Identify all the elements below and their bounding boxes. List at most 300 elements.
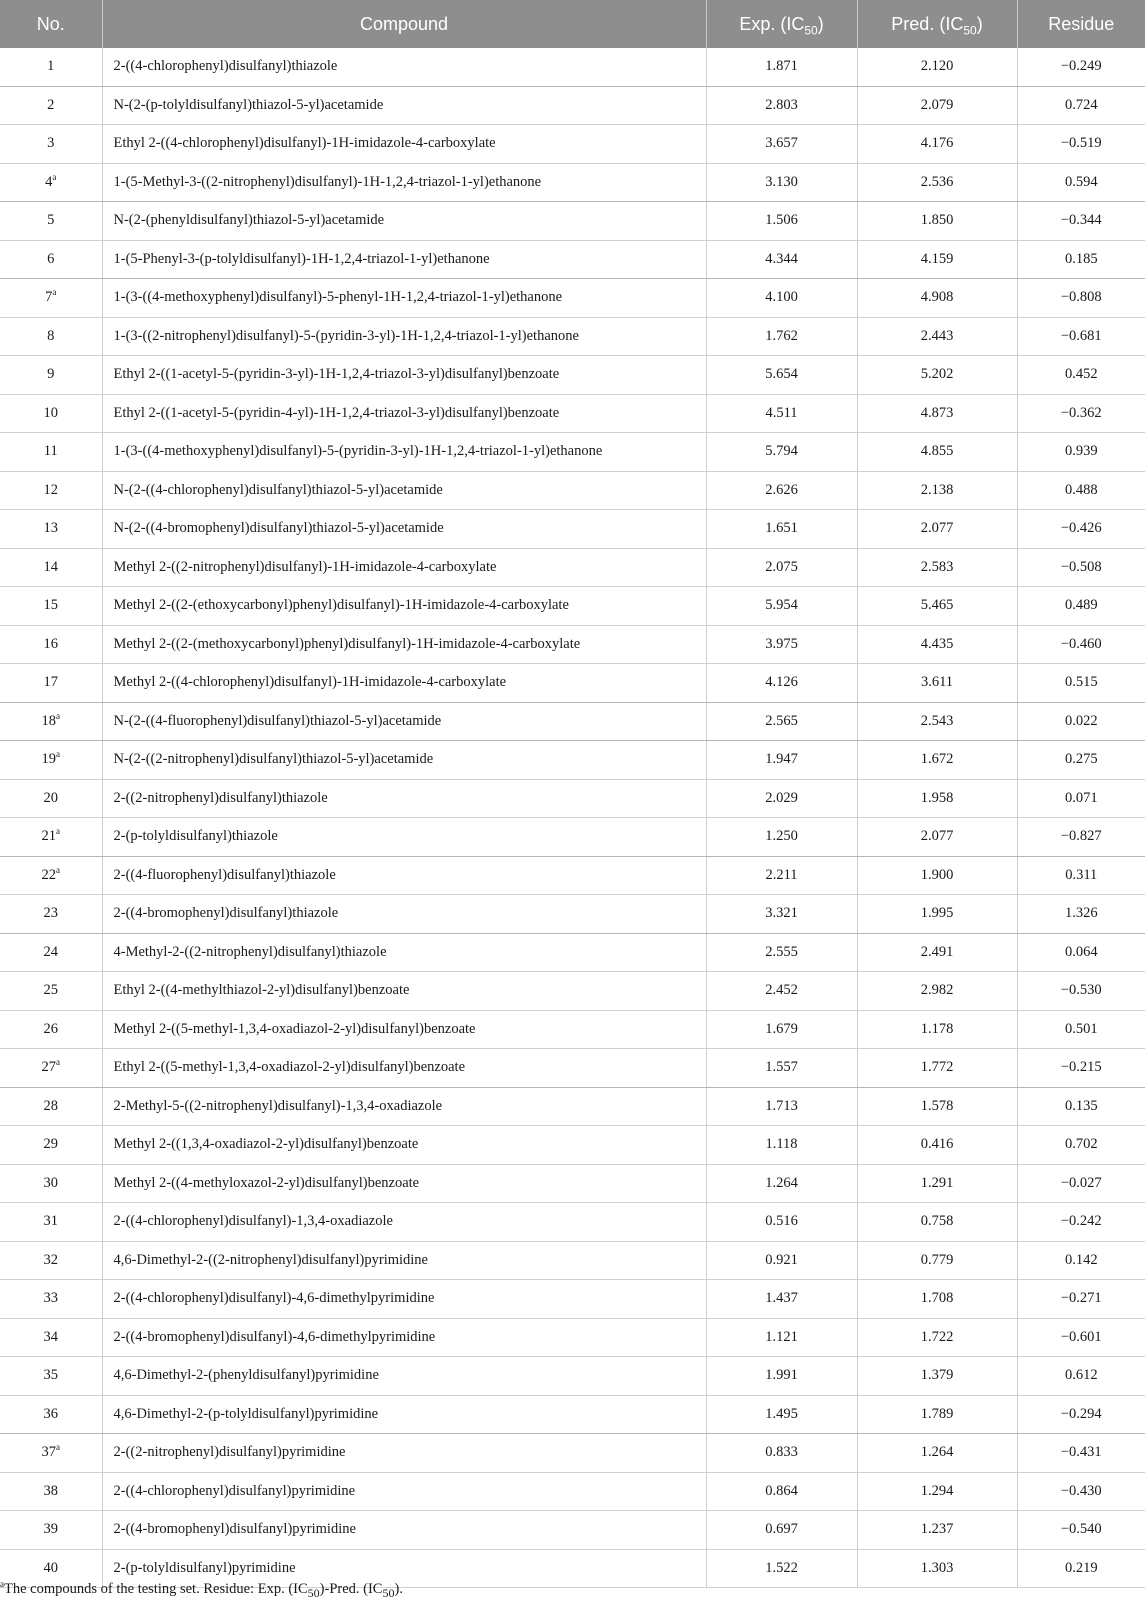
cell-pred: 2.077 <box>857 510 1017 549</box>
cell-compound: 2-(p-tolyldisulfanyl)thiazole <box>102 818 706 857</box>
row-number: 1 <box>47 58 55 75</box>
cell-residue: 0.219 <box>1017 1549 1145 1588</box>
cell-exp: 3.130 <box>706 163 857 202</box>
cell-residue: −0.271 <box>1017 1280 1145 1319</box>
cell-pred: 4.435 <box>857 625 1017 664</box>
table-row <box>0 1126 1145 1165</box>
cell-pred: 1.237 <box>857 1511 1017 1550</box>
table-row <box>0 972 1145 1011</box>
testing-set-mark: a <box>52 287 57 298</box>
header-exp-sub: 50 <box>804 23 818 38</box>
table-row <box>0 433 1145 472</box>
row-number: 40 <box>43 1559 58 1576</box>
cell-exp: 4.511 <box>706 394 857 433</box>
cell-residue: 0.702 <box>1017 1126 1145 1165</box>
cell-residue: −0.601 <box>1017 1318 1145 1357</box>
row-number: 2 <box>47 96 55 113</box>
cell-residue: −0.808 <box>1017 279 1145 318</box>
row-number: 10 <box>43 404 58 421</box>
cell-compound: Methyl 2-((4-chlorophenyl)disulfanyl)-1H-imidazole-4-carboxylate <box>102 664 706 703</box>
row-number: 34 <box>43 1328 58 1345</box>
cell-no <box>0 163 102 202</box>
row-number: 12 <box>43 481 58 498</box>
header-no: No. <box>0 0 102 48</box>
cell-compound: 4,6-Dimethyl-2-((2-nitrophenyl)disulfanyl)pyrimidine <box>102 1241 706 1280</box>
table-row <box>0 163 1145 202</box>
cell-exp: 1.250 <box>706 818 857 857</box>
row-number: 36 <box>43 1405 58 1422</box>
cell-pred: 2.543 <box>857 702 1017 741</box>
footnote-mark: a <box>0 1579 4 1590</box>
cell-compound: Ethyl 2-((4-chlorophenyl)disulfanyl)-1H-imidazole-4-carboxylate <box>102 125 706 164</box>
cell-no <box>0 510 102 549</box>
table-row <box>0 394 1145 433</box>
cell-pred: 1.178 <box>857 1010 1017 1049</box>
table-row <box>0 1318 1145 1357</box>
cell-compound: 2-((2-nitrophenyl)disulfanyl)thiazole <box>102 779 706 818</box>
cell-pred: 1.379 <box>857 1357 1017 1396</box>
cell-residue: −0.027 <box>1017 1164 1145 1203</box>
cell-exp: 1.947 <box>706 741 857 780</box>
cell-pred: 4.855 <box>857 433 1017 472</box>
cell-residue: 1.326 <box>1017 895 1145 934</box>
cell-no <box>0 125 102 164</box>
cell-residue: −0.294 <box>1017 1395 1145 1434</box>
cell-no <box>0 856 102 895</box>
table-row <box>0 1087 1145 1126</box>
table-row <box>0 1357 1145 1396</box>
cell-pred: 2.138 <box>857 471 1017 510</box>
row-number: 33 <box>43 1290 58 1307</box>
table-row <box>0 741 1145 780</box>
cell-compound: 4-Methyl-2-((2-nitrophenyl)disulfanyl)thiazole <box>102 933 706 972</box>
cell-no <box>0 394 102 433</box>
table-row <box>0 702 1145 741</box>
header-residue: Residue <box>1017 0 1145 48</box>
cell-exp: 1.495 <box>706 1395 857 1434</box>
cell-no <box>0 625 102 664</box>
testing-set-mark: a <box>52 171 57 182</box>
table-row <box>0 1164 1145 1203</box>
table-row <box>0 1472 1145 1511</box>
testing-set-mark: a <box>56 1057 60 1068</box>
cell-compound: Methyl 2-((2-nitrophenyl)disulfanyl)-1H-imidazole-4-carboxylate <box>102 548 706 587</box>
cell-no <box>0 202 102 241</box>
cell-no <box>0 587 102 626</box>
table-row <box>0 856 1145 895</box>
cell-no <box>0 1511 102 1550</box>
cell-exp: 4.100 <box>706 279 857 318</box>
cell-compound: 2-((4-bromophenyl)disulfanyl)thiazole <box>102 895 706 934</box>
cell-pred: 1.789 <box>857 1395 1017 1434</box>
cell-compound: 4,6-Dimethyl-2-(p-tolyldisulfanyl)pyrimidine <box>102 1395 706 1434</box>
cell-exp: 4.344 <box>706 240 857 279</box>
footnote-text-before: The compounds of the testing set. Residue: Exp. (IC <box>4 1581 308 1597</box>
cell-compound: N-(2-((4-bromophenyl)disulfanyl)thiazol-5-yl)acetamide <box>102 510 706 549</box>
cell-residue: 0.311 <box>1017 856 1145 895</box>
cell-residue: 0.488 <box>1017 471 1145 510</box>
row-number: 25 <box>43 982 58 999</box>
cell-no <box>0 240 102 279</box>
cell-no <box>0 933 102 972</box>
cell-compound: 2-Methyl-5-((2-nitrophenyl)disulfanyl)-1,3,4-oxadiazole <box>102 1087 706 1126</box>
cell-exp: 3.657 <box>706 125 857 164</box>
cell-compound: 1-(3-((4-methoxyphenyl)disulfanyl)-5-phenyl-1H-1,2,4-triazol-1-yl)ethanone <box>102 279 706 318</box>
cell-exp: 2.565 <box>706 702 857 741</box>
table-row <box>0 86 1145 125</box>
cell-exp: 2.803 <box>706 86 857 125</box>
cell-exp: 1.121 <box>706 1318 857 1357</box>
cell-compound: 2-((4-chlorophenyl)disulfanyl)-4,6-dimethylpyrimidine <box>102 1280 706 1319</box>
cell-compound: Ethyl 2-((1-acetyl-5-(pyridin-3-yl)-1H-1,2,4-triazol-3-yl)disulfanyl)benzoate <box>102 356 706 395</box>
cell-no <box>0 1318 102 1357</box>
cell-compound: 1-(5-Methyl-3-((2-nitrophenyl)disulfanyl)-1H-1,2,4-triazol-1-yl)ethanone <box>102 163 706 202</box>
table-row <box>0 202 1145 241</box>
row-number: 7 <box>45 289 53 306</box>
cell-exp: 1.713 <box>706 1087 857 1126</box>
cell-compound: Methyl 2-((1,3,4-oxadiazol-2-yl)disulfanyl)benzoate <box>102 1126 706 1165</box>
cell-residue: 0.939 <box>1017 433 1145 472</box>
row-number: 17 <box>43 674 58 691</box>
cell-compound: Methyl 2-((4-methyloxazol-2-yl)disulfanyl)benzoate <box>102 1164 706 1203</box>
testing-set-mark: a <box>56 864 60 875</box>
cell-residue: 0.594 <box>1017 163 1145 202</box>
cell-no <box>0 1280 102 1319</box>
cell-compound: N-(2-(p-tolyldisulfanyl)thiazol-5-yl)acetamide <box>102 86 706 125</box>
cell-residue: −0.530 <box>1017 972 1145 1011</box>
cell-exp: 0.921 <box>706 1241 857 1280</box>
row-number: 21 <box>41 828 56 845</box>
row-number: 6 <box>47 250 55 267</box>
row-number: 23 <box>43 905 58 922</box>
cell-compound: 2-((4-bromophenyl)disulfanyl)-4,6-dimethylpyrimidine <box>102 1318 706 1357</box>
cell-no <box>0 1126 102 1165</box>
footnote-text-after: ). <box>394 1581 403 1597</box>
cell-no <box>0 895 102 934</box>
cell-pred: 1.850 <box>857 202 1017 241</box>
row-number: 39 <box>43 1521 58 1538</box>
table-row <box>0 1241 1145 1280</box>
row-number: 20 <box>43 789 58 806</box>
row-number: 5 <box>47 212 55 229</box>
cell-no <box>0 1203 102 1242</box>
table-row <box>0 818 1145 857</box>
cell-compound: Ethyl 2-((4-methylthiazol-2-yl)disulfanyl)benzoate <box>102 972 706 1011</box>
cell-compound: 1-(5-Phenyl-3-(p-tolyldisulfanyl)-1H-1,2,4-triazol-1-yl)ethanone <box>102 240 706 279</box>
testing-set-mark: a <box>56 826 60 837</box>
row-number: 14 <box>43 558 58 575</box>
cell-compound: 2-((4-chlorophenyl)disulfanyl)pyrimidine <box>102 1472 706 1511</box>
testing-set-mark: a <box>56 710 60 721</box>
row-number: 11 <box>43 443 58 460</box>
table-row <box>0 1395 1145 1434</box>
cell-residue: 0.185 <box>1017 240 1145 279</box>
cell-compound: Methyl 2-((2-(ethoxycarbonyl)phenyl)disulfanyl)-1H-imidazole-4-carboxylate <box>102 587 706 626</box>
table-row <box>0 356 1145 395</box>
header-pred-prefix: Pred. (IC <box>891 13 964 34</box>
row-number: 38 <box>43 1482 58 1499</box>
cell-pred: 2.120 <box>857 48 1017 86</box>
cell-no <box>0 1010 102 1049</box>
cell-pred: 5.202 <box>857 356 1017 395</box>
cell-exp: 1.679 <box>706 1010 857 1049</box>
cell-residue: 0.452 <box>1017 356 1145 395</box>
cell-exp: 1.437 <box>706 1280 857 1319</box>
cell-no <box>0 1434 102 1473</box>
cell-residue: −0.519 <box>1017 125 1145 164</box>
cell-residue: −0.426 <box>1017 510 1145 549</box>
cell-exp: 1.557 <box>706 1049 857 1088</box>
cell-compound: 1-(3-((4-methoxyphenyl)disulfanyl)-5-(pyridin-3-yl)-1H-1,2,4-triazol-1-yl)ethanone <box>102 433 706 472</box>
table-footnote <box>0 1581 403 1598</box>
cell-exp: 0.864 <box>706 1472 857 1511</box>
cell-residue: 0.064 <box>1017 933 1145 972</box>
header-pred-suffix: ) <box>976 13 983 34</box>
table-row <box>0 471 1145 510</box>
cell-pred: 4.873 <box>857 394 1017 433</box>
cell-compound: 2-((4-chlorophenyl)disulfanyl)thiazole <box>102 48 706 86</box>
row-number: 4 <box>45 173 53 190</box>
cell-pred: 3.611 <box>857 664 1017 703</box>
table-row <box>0 625 1145 664</box>
table-row <box>0 1049 1145 1088</box>
row-number: 24 <box>43 943 58 960</box>
row-number: 32 <box>43 1251 58 1268</box>
cell-residue: 0.489 <box>1017 587 1145 626</box>
cell-compound: N-(2-((2-nitrophenyl)disulfanyl)thiazol-5-yl)acetamide <box>102 741 706 780</box>
cell-pred: 4.176 <box>857 125 1017 164</box>
header-pred-sub: 50 <box>963 23 977 38</box>
cell-residue: 0.022 <box>1017 702 1145 741</box>
cell-compound: 2-((4-fluorophenyl)disulfanyl)thiazole <box>102 856 706 895</box>
cell-no <box>0 1164 102 1203</box>
cell-residue: −0.431 <box>1017 1434 1145 1473</box>
cell-pred: 2.077 <box>857 818 1017 857</box>
row-number: 3 <box>47 135 55 152</box>
row-number: 8 <box>47 327 55 344</box>
cell-residue: −0.540 <box>1017 1511 1145 1550</box>
table-row <box>0 1010 1145 1049</box>
table-row <box>0 279 1145 318</box>
row-number: 18 <box>41 712 56 729</box>
table-row <box>0 1280 1145 1319</box>
row-number: 22 <box>41 866 56 883</box>
cell-residue: 0.071 <box>1017 779 1145 818</box>
cell-residue: 0.135 <box>1017 1087 1145 1126</box>
cell-pred: 2.443 <box>857 317 1017 356</box>
cell-exp: 3.975 <box>706 625 857 664</box>
table-row <box>0 1434 1145 1473</box>
cell-pred: 1.578 <box>857 1087 1017 1126</box>
cell-no <box>0 741 102 780</box>
row-number: 15 <box>43 597 58 614</box>
cell-no <box>0 1087 102 1126</box>
cell-residue: −0.508 <box>1017 548 1145 587</box>
header-exp-prefix: Exp. (IC <box>739 13 805 34</box>
cell-no <box>0 664 102 703</box>
cell-compound: 2-(p-tolyldisulfanyl)pyrimidine <box>102 1549 706 1588</box>
table-row <box>0 933 1145 972</box>
table-row <box>0 895 1145 934</box>
cell-no <box>0 1357 102 1396</box>
table-row <box>0 1511 1145 1550</box>
table-row <box>0 317 1145 356</box>
cell-exp: 3.321 <box>706 895 857 934</box>
cell-no <box>0 317 102 356</box>
cell-exp: 1.506 <box>706 202 857 241</box>
row-number: 35 <box>43 1367 58 1384</box>
row-number: 13 <box>43 520 58 537</box>
cell-compound: Ethyl 2-((5-methyl-1,3,4-oxadiazol-2-yl)disulfanyl)benzoate <box>102 1049 706 1088</box>
cell-pred: 1.995 <box>857 895 1017 934</box>
cell-compound: N-(2-((4-fluorophenyl)disulfanyl)thiazol-5-yl)acetamide <box>102 702 706 741</box>
footnote-sub-2: 50 <box>382 1585 395 1600</box>
testing-set-mark: a <box>56 1442 60 1453</box>
table-row <box>0 240 1145 279</box>
cell-exp: 4.126 <box>706 664 857 703</box>
header-pred <box>857 0 1017 48</box>
cell-exp: 2.075 <box>706 548 857 587</box>
cell-no <box>0 48 102 86</box>
row-number: 30 <box>43 1174 58 1191</box>
table-row <box>0 1203 1145 1242</box>
table-body <box>0 48 1145 1588</box>
cell-residue: −0.827 <box>1017 818 1145 857</box>
cell-compound: Methyl 2-((2-(methoxycarbonyl)phenyl)disulfanyl)-1H-imidazole-4-carboxylate <box>102 625 706 664</box>
row-number: 31 <box>43 1213 58 1230</box>
table-row <box>0 48 1145 86</box>
cell-no <box>0 818 102 857</box>
header-exp-suffix: ) <box>817 13 824 34</box>
footnote-text-middle: )-Pred. (IC <box>319 1581 383 1597</box>
cell-exp: 1.264 <box>706 1164 857 1203</box>
cell-pred: 1.294 <box>857 1472 1017 1511</box>
cell-pred: 2.491 <box>857 933 1017 972</box>
cell-no <box>0 548 102 587</box>
cell-residue: 0.275 <box>1017 741 1145 780</box>
cell-residue: −0.242 <box>1017 1203 1145 1242</box>
table-row <box>0 125 1145 164</box>
cell-pred: 0.758 <box>857 1203 1017 1242</box>
cell-residue: −0.681 <box>1017 317 1145 356</box>
cell-exp: 2.211 <box>706 856 857 895</box>
table-row <box>0 548 1145 587</box>
cell-compound: 4,6-Dimethyl-2-(phenyldisulfanyl)pyrimidine <box>102 1357 706 1396</box>
cell-pred: 1.958 <box>857 779 1017 818</box>
cell-pred: 2.536 <box>857 163 1017 202</box>
row-number: 19 <box>41 751 56 768</box>
cell-residue: −0.249 <box>1017 48 1145 86</box>
cell-exp: 1.871 <box>706 48 857 86</box>
row-number: 29 <box>43 1136 58 1153</box>
cell-exp: 1.651 <box>706 510 857 549</box>
cell-exp: 1.991 <box>706 1357 857 1396</box>
cell-residue: 0.501 <box>1017 1010 1145 1049</box>
cell-exp: 1.522 <box>706 1549 857 1588</box>
cell-exp: 5.654 <box>706 356 857 395</box>
cell-exp: 5.954 <box>706 587 857 626</box>
table-row <box>0 510 1145 549</box>
cell-exp: 2.555 <box>706 933 857 972</box>
cell-exp: 2.452 <box>706 972 857 1011</box>
cell-exp: 2.029 <box>706 779 857 818</box>
cell-compound: Methyl 2-((5-methyl-1,3,4-oxadiazol-2-yl)disulfanyl)benzoate <box>102 1010 706 1049</box>
table-row <box>0 664 1145 703</box>
cell-no <box>0 433 102 472</box>
cell-pred: 1.264 <box>857 1434 1017 1473</box>
cell-no <box>0 1049 102 1088</box>
cell-no <box>0 1472 102 1511</box>
cell-no <box>0 1241 102 1280</box>
cell-pred: 0.416 <box>857 1126 1017 1165</box>
cell-compound: 2-((2-nitrophenyl)disulfanyl)pyrimidine <box>102 1434 706 1473</box>
cell-exp: 0.833 <box>706 1434 857 1473</box>
cell-compound: Ethyl 2-((1-acetyl-5-(pyridin-4-yl)-1H-1,2,4-triazol-3-yl)disulfanyl)benzoate <box>102 394 706 433</box>
cell-pred: 1.772 <box>857 1049 1017 1088</box>
cell-pred: 1.291 <box>857 1164 1017 1203</box>
cell-residue: 0.515 <box>1017 664 1145 703</box>
cell-residue: 0.724 <box>1017 86 1145 125</box>
cell-compound: 2-((4-chlorophenyl)disulfanyl)-1,3,4-oxadiazole <box>102 1203 706 1242</box>
cell-no <box>0 1395 102 1434</box>
cell-pred: 4.159 <box>857 240 1017 279</box>
cell-compound: N-(2-((4-chlorophenyl)disulfanyl)thiazol-5-yl)acetamide <box>102 471 706 510</box>
cell-residue: −0.344 <box>1017 202 1145 241</box>
footnote-sub-1: 50 <box>307 1585 320 1600</box>
cell-pred: 1.708 <box>857 1280 1017 1319</box>
table-row <box>0 587 1145 626</box>
row-number: 28 <box>43 1097 58 1114</box>
cell-pred: 1.303 <box>857 1549 1017 1588</box>
cell-compound: 2-((4-bromophenyl)disulfanyl)pyrimidine <box>102 1511 706 1550</box>
header-compound: Compound <box>102 0 706 48</box>
row-number: 27 <box>41 1059 56 1076</box>
cell-no <box>0 356 102 395</box>
row-number: 37 <box>41 1444 56 1461</box>
testing-set-mark: a <box>56 749 60 760</box>
cell-residue: −0.460 <box>1017 625 1145 664</box>
row-number: 16 <box>43 635 58 652</box>
cell-residue: −0.215 <box>1017 1049 1145 1088</box>
cell-pred: 2.583 <box>857 548 1017 587</box>
cell-no <box>0 279 102 318</box>
cell-pred: 2.079 <box>857 86 1017 125</box>
cell-no <box>0 471 102 510</box>
cell-pred: 0.779 <box>857 1241 1017 1280</box>
row-number: 9 <box>47 366 55 383</box>
cell-residue: 0.142 <box>1017 1241 1145 1280</box>
cell-exp: 0.697 <box>706 1511 857 1550</box>
cell-exp: 5.794 <box>706 433 857 472</box>
header-row <box>0 0 1145 48</box>
table-row <box>0 779 1145 818</box>
header-exp <box>706 0 857 48</box>
cell-exp: 1.762 <box>706 317 857 356</box>
cell-residue: −0.362 <box>1017 394 1145 433</box>
cell-no <box>0 702 102 741</box>
cell-exp: 0.516 <box>706 1203 857 1242</box>
cell-residue: 0.612 <box>1017 1357 1145 1396</box>
cell-no <box>0 86 102 125</box>
row-number: 26 <box>43 1020 58 1037</box>
cell-exp: 1.118 <box>706 1126 857 1165</box>
cell-residue: −0.430 <box>1017 1472 1145 1511</box>
cell-no <box>0 972 102 1011</box>
cell-pred: 2.982 <box>857 972 1017 1011</box>
cell-compound: N-(2-(phenyldisulfanyl)thiazol-5-yl)acetamide <box>102 202 706 241</box>
cell-pred: 4.908 <box>857 279 1017 318</box>
cell-no <box>0 779 102 818</box>
